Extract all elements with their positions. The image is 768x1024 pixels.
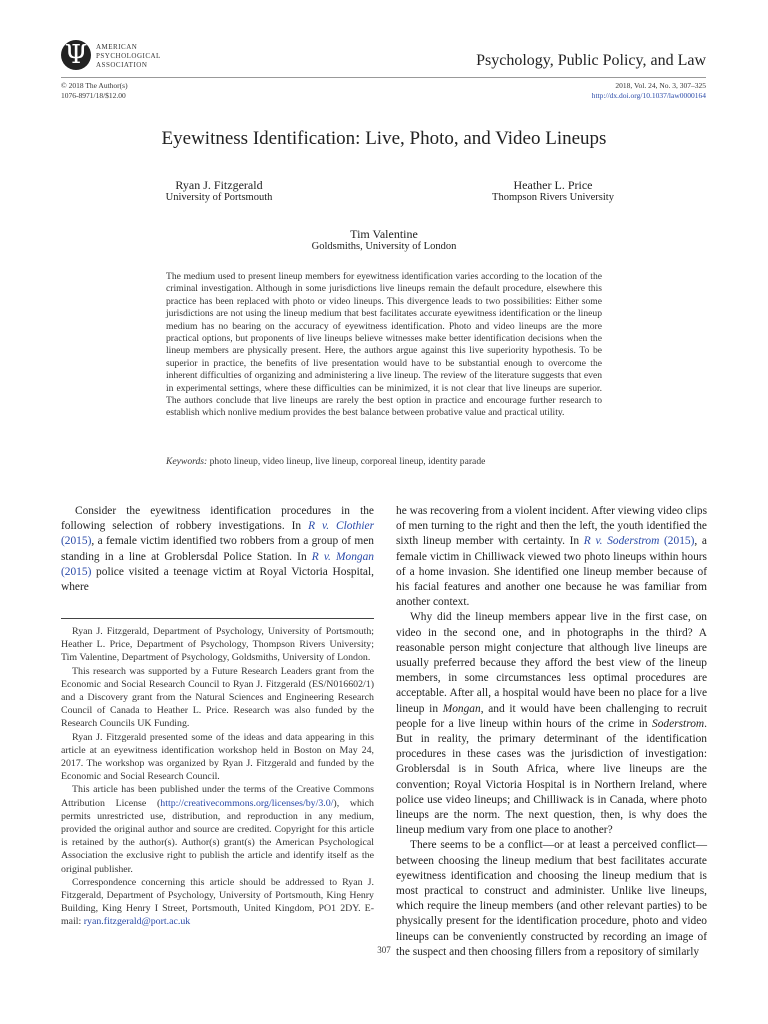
citation-info: 2018, Vol. 24, No. 3, 307–325 http://dx.doi.org/10.1037/law0000164 bbox=[591, 81, 706, 100]
body-paragraph: he was recovering from a violent incident. After viewing video clips of men turning to the right and then the left, the youth identified the sixth lineup member with certainty. In R v. Soderstrom (2015), a female victim in Chilliwack viewed two photo lineups within hours of a home invasion. She identified one lineup member because of his facial features and another one because he was familiar from another context. bbox=[396, 505, 707, 609]
case-citation[interactable]: R v. Soderstrom (2015) bbox=[583, 535, 695, 548]
abstract: The medium used to present lineup members for eyewitness identification varies according to the location of the criminal investigation. Although in some jurisdictions live lineups remain the default procedure, elsewhere this practice has been replaced with photo or video lineups. This divergence leads to two possibilities: Either some jurisdictions are not using the lineup medium that best facilitates accurate eyewitness identification or the lineup medium has no bearing on the accuracy of eyewitness identification. Photo and video lineups are the more practical options, but proponents of live lineups believe witnesses make better identification decisions when the lineup members are physically present. Here, the authors argue against this live superiority hypothesis. To be superior in practice, the benefits of live presentation would have to be substantial enough to overcome the inherent difficulties of organizing and administering a live lineup. The review of the literature suggests that even in experimental settings, where these difficulties can be minimized, it is not clear that live lineups are superior. The authors conclude that live lineups are rarely the best option in practice and encourage further research to establish which nonlive medium provides the best balance between probative value and practical utility. bbox=[166, 271, 602, 419]
author-1 bbox=[139, 179, 299, 204]
author-2 bbox=[468, 179, 638, 204]
body-right-column bbox=[396, 504, 707, 960]
author-note: Ryan J. Fitzgerald, Department of Psychology, University of Portsmouth; Heather L. Price, Department of Psychology, Thompson Rivers University; Tim Valentine, Department of Psychology, Goldsmiths, University of London. This research was supported by a Future Research Leaders grant from the Economic and Social Research Council to Ryan J. Fitzgerald (ES/N016602/1) and a Discovery grant from the Natural Sciences and Engineering Research Council of Canada to Heather L. Price. Research was also funded by the Research Councils UK Funding. Ryan J. Fitzgerald presented some of the ideas and data appearing in this article at an eyewitness identification workshop held in Boston on May 24, 2017. The workshop was organized by Ryan J. Fitzgerald and funded by the Economic and Social Research Council. This article has been published under the terms of the Creative Commons Attribution License (http://creativecommons.org/licenses/by/3.0/), which permits unrestricted use, distribution, and reproduction in any medium, provided the original author and source are credited. Copyright for this article is retained by the author(s). Author(s) grant(s) the American Psychological Association the exclusive right to publish the article and identify itself as the original publisher. Correspondence concerning this article should be addressed to Ryan J. Fitzgerald, Department of Psychology, University of Portsmouth, King Henry Building, King Henry I Street, Portsmouth, United Kingdom, PO1 2DY. E-mail: ryan.fitzgerald@port.ac.uk bbox=[61, 626, 374, 928]
case-citation[interactable]: R v. Clothier (2015) bbox=[61, 520, 375, 548]
license-link[interactable]: http://creativecommons.org/licenses/by/3.0/ bbox=[160, 797, 334, 809]
author-affiliation: Thompson Rivers University bbox=[492, 192, 614, 203]
email-link[interactable]: ryan.fitzgerald@port.ac.uk bbox=[83, 916, 191, 928]
journal-name: Psychology, Public Policy, and Law bbox=[476, 52, 706, 69]
body-paragraph: There seems to be a conflict—or at least a perceived conflict—between choosing the lineup medium that best facilitates accurate eyewitness identification and choosing the lineup medium that is most practical to construct and administer. Unlike live lineups, which require the lineup members (and other relevant parties) to be physically present for the identification procedure, photo and video lineups can be conveniently constructed by recording an image of the suspect and then choosing fillers from a repository of similarly bbox=[396, 839, 707, 958]
author-name: Ryan J. Fitzgerald bbox=[175, 178, 263, 192]
case-citation[interactable]: R v. Mongan (2015) bbox=[61, 550, 374, 578]
author-name: Heather L. Price bbox=[513, 178, 593, 192]
page-number: 307 bbox=[377, 945, 391, 955]
publisher-name: AMERICAN PSYCHOLOGICAL ASSOCIATION bbox=[96, 43, 161, 69]
doi-link[interactable]: http://dx.doi.org/10.1037/law0000164 bbox=[591, 90, 706, 100]
copyright-info: © 2018 The Author(s) 1076-8971/18/$12.00 bbox=[61, 81, 128, 100]
body-paragraph: Consider the eyewitness identification procedures in the following selection of robbery investigations. In R v. Clothier (2015), a female victim identified two robbers from a group of men standing in a line at Groblersdal Police Station. In R v. Mongan (2015) police visited a teenage victim at Royal Victoria Hospital, where bbox=[61, 505, 375, 594]
author-affiliation: University of Portsmouth bbox=[165, 192, 273, 203]
article-title: Eyewitness Identification: Live, Photo, and Video Lineups bbox=[161, 128, 607, 149]
footnote-rule bbox=[61, 618, 374, 619]
keywords bbox=[166, 456, 602, 468]
body-left-column bbox=[61, 504, 374, 595]
header-rule bbox=[61, 77, 706, 78]
author-3 bbox=[284, 228, 484, 253]
author-name: Tim Valentine bbox=[350, 227, 418, 241]
apa-logo-icon: Ψ bbox=[61, 40, 91, 70]
author-affiliation: Goldsmiths, University of London bbox=[311, 241, 457, 252]
body-paragraph: Why did the lineup members appear live in the first case, on video in the second one, and in photographs in the third? A reasonable person might conjecture that although live lineups are usually preferred because they afford the best view of the lineup members, in some circumstances less optimal procedures are acceptable. After all, a hospital would have been no place for a live lineup in Mongan, and it would have been challenging to recruit people for a live lineup within hours of the crime in Soderstrom. But in reality, the primary determinant of the identification procedures in these cases was the jurisdiction of investigation: Groblersdal is in South Africa, where live lineups are the convention; Royal Victoria Hospital is in Northern Ireland, where police use video lineups; and Chilliwack is in Canada, where photo lineups are the norm. The next question, then, is why does the lineup medium vary from one place to another? bbox=[396, 611, 708, 837]
keywords-label: Keywords: bbox=[166, 456, 208, 467]
keywords-text: photo lineup, video lineup, live lineup, corporeal lineup, identity parade bbox=[209, 456, 486, 467]
